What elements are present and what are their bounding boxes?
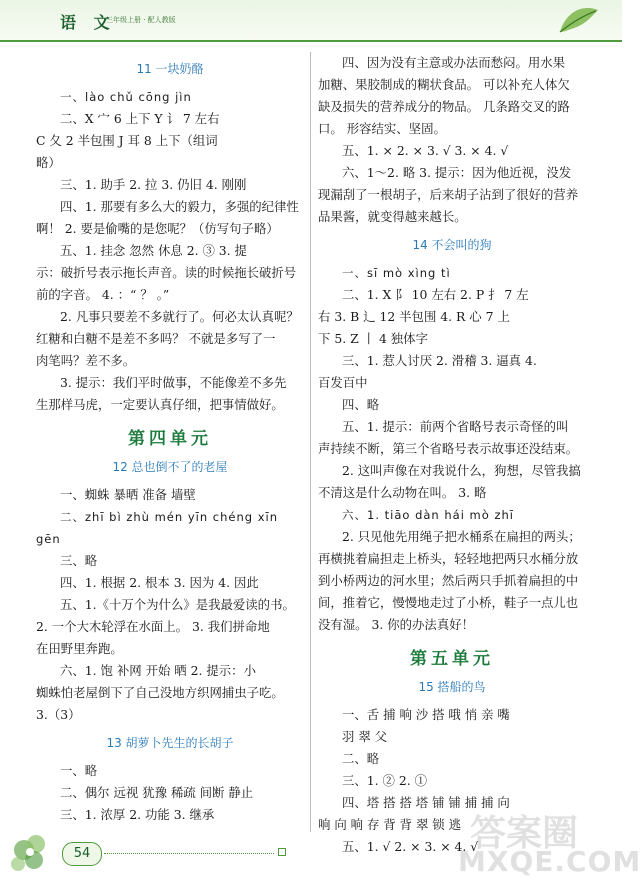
footer-square-marker <box>278 848 286 856</box>
answer-line: 2. 一个大木轮浮在水面上。 3. 我们拼命地 <box>36 619 270 634</box>
answer-line: 二、偶尔 远视 犹豫 稀疏 间断 静止 <box>60 785 254 800</box>
unit-heading: 第四单元 <box>128 429 212 449</box>
answer-line: 六、1～2. 略 3. 提示：因为他近视，没发 <box>342 165 572 180</box>
answer-line: 一、舌 捕 响 沙 搭 哦 悄 亲 嘴 <box>342 707 510 722</box>
answer-line: 没有湿。 3. 你的办法真好！ <box>318 617 474 632</box>
answer-line: 再横挑着扁担走上桥头，轻轻地把两只水桶分放 <box>318 551 579 566</box>
answer-line: 二、1. X 阝 10 左右 2. P 扌 7 左 <box>342 287 529 302</box>
answer-line: 声持续不断，第三个省略号表示故事还没结束。 <box>318 441 579 456</box>
ginkgo-leaf-icon <box>556 2 602 38</box>
answer-line: 2. 凡事只要差不多就行了。何必太认真呢？ <box>60 309 299 324</box>
answer-line: 六、1. tiāo dàn hái mò zhī <box>342 508 514 522</box>
answer-line: 啊！ 2. 要是偷嘴的是您呢？（仿写句子略） <box>36 221 279 236</box>
answer-line: 二、X 宀 6 上下 Y 讠 7 左右 <box>60 111 220 126</box>
lesson-title: 13 胡萝卜先生的长胡子 <box>106 736 234 750</box>
left-column <box>36 52 304 826</box>
page-header <box>0 0 622 44</box>
answer-line: 2. 只见他先用绳子把水桶系在扁担的两头； <box>342 529 581 544</box>
answer-line: 三、1. 惹人讨厌 2. 滑稽 3. 逼真 4. <box>342 353 537 368</box>
answer-line: 蜘蛛怕老屋倒下了自己没地方织网捕虫子吃。 <box>36 685 284 700</box>
answer-line: 二、zhī bì zhù mén yīn chéng xīn <box>60 510 278 524</box>
flower-decoration-icon <box>2 828 60 876</box>
answer-line: 一、lào chǔ cōng jìn <box>60 90 192 104</box>
answer-line: 前的字音。 4. ：“ ？ 。” <box>36 287 170 302</box>
answer-line: 五、1. × 2. × 3. √ 3. × 4. √ <box>342 143 509 158</box>
lesson-title: 15 搭船的鸟 <box>418 680 486 694</box>
lesson-title: 11 一块奶酪 <box>136 62 204 76</box>
answer-line: 间，推着它，慢慢地走过了小桥，鞋子一点儿也 <box>318 595 579 610</box>
answer-line: 略） <box>36 155 61 170</box>
answer-line: 在田野里奔跑。 <box>36 641 123 656</box>
answer-line: 三、1. 助手 2. 拉 3. 仍旧 4. 刚刚 <box>60 177 247 192</box>
answer-line: 四、因为没有主意或办法而愁闷。用水果 <box>342 55 566 70</box>
watermark <box>450 805 641 878</box>
answer-line: C 夂 2 半包围 J 耳 8 上下（组词 <box>36 133 218 148</box>
answer-line: 三、略 <box>60 553 98 568</box>
answer-line: 三、1. ② 2. ① <box>342 773 428 788</box>
answer-line: 缺及损失的营养成分的物品。 几条路交叉的路 <box>318 99 570 114</box>
answer-line: 四、1. 那要有多么大的毅力，多强的纪律性 <box>60 199 299 214</box>
answer-line: 百发百中 <box>318 375 368 390</box>
answer-line: 三、1. 浓厚 2. 功能 3. 继承 <box>60 807 215 822</box>
page-number: 54 <box>62 842 102 866</box>
answer-line: 四、略 <box>342 397 380 412</box>
grade-label: 三年级上册 · 配人教版 <box>106 16 176 24</box>
answer-line: 到小桥两边的河水里；然后两只手抓着扁担的中 <box>318 573 579 588</box>
answer-line: 3. 提示：我们平时做事，不能像差不多先 <box>60 375 287 390</box>
answer-line: 五、1. 挂念 忽然 休息 2. ③ 3. 提 <box>60 243 247 258</box>
right-column <box>318 52 586 858</box>
answer-line: 2. 这叫声像在对我说什么，狗想，尽管我搞 <box>342 463 581 478</box>
answer-line: 羽 翠 父 <box>342 729 388 744</box>
answer-line: 五、1.《十万个为什么》是我最爱读的书。 <box>60 597 295 612</box>
answer-line: 右 3. B 辶 12 半包围 4. R 心 7 上 <box>318 309 510 324</box>
answer-line: 四、1. 根据 2. 根本 3. 因为 4. 因此 <box>60 575 259 590</box>
answer-line: 示：破折号表示拖长声音。读的时候拖长破折号 <box>36 265 297 280</box>
answer-line: 加糖、果胶制成的糊状食品。 可以补充人体欠 <box>318 77 570 92</box>
answer-line: gēn <box>36 532 61 546</box>
answer-line: 一、略 <box>60 763 98 778</box>
answer-line: 3.（3） <box>36 707 81 722</box>
answer-line: 五、1. 提示：前两个省略号表示奇怪的叫 <box>342 419 569 434</box>
column-divider <box>310 52 311 832</box>
subject-title: 语 文 <box>60 13 116 32</box>
answer-line: 现漏刮了一根胡子，后来胡子沾到了很好的营养 <box>318 187 579 202</box>
answer-line: 五、1. √ 2. × 3. × 4. √ <box>342 839 479 854</box>
answer-line: 四、塔 搭 搭 塔 铺 铺 捕 捕 向 <box>342 795 510 810</box>
unit-heading: 第五单元 <box>410 649 494 669</box>
watermark-line1: 答案圈 <box>470 813 579 854</box>
footer-dotted-line <box>104 853 274 854</box>
answer-line: 一、蜘蛛 暴晒 准备 墙壁 <box>60 487 196 502</box>
answer-line: 响 向 响 存 背 背 翠 锁 逃 <box>318 817 462 832</box>
answer-line: 口。 形容结实、坚固。 <box>318 121 446 136</box>
answer-line: 下 5. Z 丨 4 独体字 <box>318 331 428 346</box>
lesson-title: 12 总也倒不了的老屋 <box>112 460 228 474</box>
answer-line: 不清这是什么动物在叫。 3. 略 <box>318 485 487 500</box>
lesson-title: 14 不会叫的狗 <box>412 238 492 252</box>
answer-line: 肉笔吗？差不多。 <box>36 353 136 368</box>
answer-line: 品果酱，就变得越来越长。 <box>318 209 467 224</box>
answer-line: 生那样马虎，一定要认真仔细，把事情做好。 <box>36 397 284 412</box>
answer-line: 红糖和白糖不是差不多吗？ 不就是多写了一 <box>36 331 276 346</box>
watermark-line2: MXQE.COM <box>458 845 641 878</box>
answer-line: 一、sī mò xìng tì <box>342 266 451 280</box>
answer-line: 六、1. 饱 补网 开始 晒 2. 提示：小 <box>60 663 256 678</box>
answer-line: 二、略 <box>342 751 380 766</box>
